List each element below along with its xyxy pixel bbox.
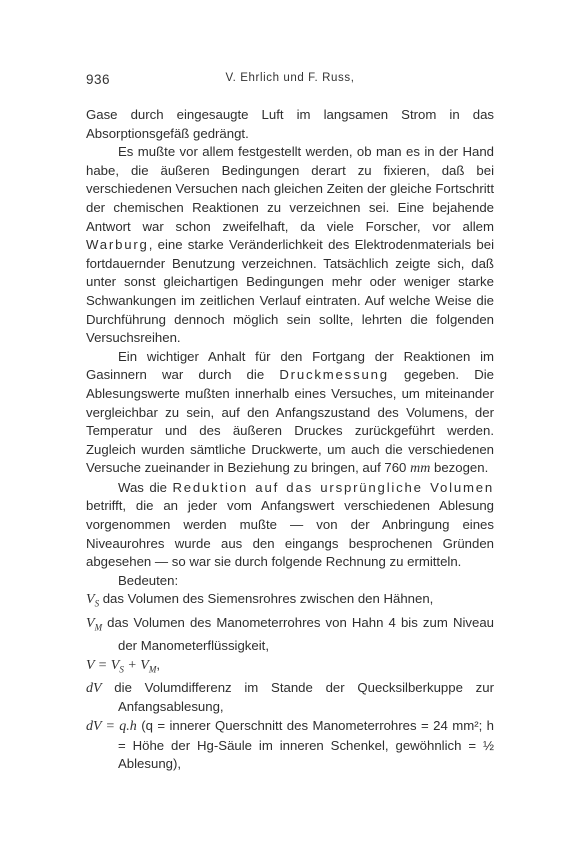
definition-vm-text: das Volumen des Manometerrohres von Hahn 4 bis zum Niveau der Manometerflüssigkeit,	[102, 614, 494, 653]
page-number: 936	[86, 72, 111, 87]
paragraph-3	[86, 348, 494, 479]
unit-mm: mm	[410, 461, 431, 477]
definition-vs	[86, 590, 494, 613]
subscript-s: S	[119, 664, 124, 675]
author-name-warburg: Warburg	[86, 237, 149, 253]
paragraph-2-text-a: Es mußte vor allem festgestellt werden, ob man es in der Hand habe, die äußeren Bedingungen derart zu fixieren, daß bei verschiedenen Versuchen nach gleichen Zeiten der gleiche Fortschritt der chemischen Reaktionen zu verzeichnen sei. Eine bejahende Antwort war schon zweifelhaft, da viele Forscher, vor allem	[86, 144, 494, 234]
paragraph-2-text-b: , eine starke Veränderlichkeit des Elektrodenmaterials bei fortdauernder Benutzung verzeichnen. Tatsächlich zeigte sich, daß unter sonst gleichartigen Bedingungen mehr oder weniger starke Schwankungen im zeitlichen Verlauf eintraten. Auf welche Weise die Durchführung dennoch möglich sein sollte, lehrten die folgenden Versuchsreihen.	[86, 237, 494, 346]
formula-v-part2: + V	[123, 657, 149, 673]
symbol-v: V	[86, 615, 95, 631]
symbol-v: V	[86, 592, 95, 608]
subscript-m: M	[148, 664, 157, 675]
paragraph-3-text-a: Ein wichtiger Anhalt für den Fortgang der Reaktionen im Gasinnern war durch die	[86, 348, 494, 383]
subscript-m: M	[94, 622, 103, 633]
page-header	[86, 72, 494, 92]
term-reduktion: Reduktion auf das ursprüngliche Volumen	[172, 479, 495, 495]
formula-dv-expr: dV = q.h	[86, 718, 137, 734]
body-text	[86, 106, 494, 774]
subscript-s: S	[94, 599, 100, 610]
definition-dv-text: die Volumdifferenz im Stande der Quecksilberkuppe zur Anfangsablesung,	[101, 679, 494, 715]
paragraph-3-text-c: bezogen.	[433, 460, 489, 476]
running-head: V. Ehrlich und F. Russ,	[225, 72, 355, 84]
definition-dv	[86, 679, 494, 717]
formula-v-part1: V = V	[86, 657, 120, 673]
paragraph-1: Gase durch eingesaugte Luft im langsamen Strom in das Absorptionsgefäß gedrängt.	[86, 107, 494, 141]
definition-vs-text: das Volumen des Siemensrohres zwischen den Hähnen,	[99, 591, 434, 607]
term-druckmessung: Druckmessung	[279, 367, 389, 383]
formula-dv	[86, 717, 494, 774]
formula-dv-text: (q = innerer Querschnitt des Manometerrohres = 24 mm²; h = Höhe der Hg-Säule im inneren Schenkel, gewöhnlich = ½ Ablesung),	[118, 717, 495, 772]
definition-vm	[86, 614, 494, 656]
formula-v-sum	[86, 656, 494, 679]
paragraph-4-text-b: betrifft, die an jeder vom Anfangswert verschiedenen Ablesung vorgenommen werden mußte — von der Anbringung eines Niveaurohres wurde aus den eingangs besprochenen Gründen abgesehen — so war sie durch folgende Rechnung zu ermitteln.	[86, 498, 494, 570]
paragraph-2	[86, 143, 494, 348]
symbol-dv: dV	[86, 680, 102, 696]
paragraph-4	[86, 479, 494, 572]
paragraph-4-text-a: Was die	[118, 479, 167, 495]
formula-v-tail: ,	[156, 656, 160, 672]
paragraph-3-text-b: gegeben. Die Ablesungswerte mußten innerhalb eines Versuches, um miteinander vergleichbar zu sein, auf den Anfangszustand des Volumens, der Temperatur und des äußeren Druckes zurückgeführt werden. Zugleich wurden sämtliche Druckwerte, um auch die verschiedenen Versuche zueinander in Beziehung zu bringen, auf 760	[86, 367, 494, 476]
bedeuten-label: Bedeuten:	[118, 572, 179, 588]
